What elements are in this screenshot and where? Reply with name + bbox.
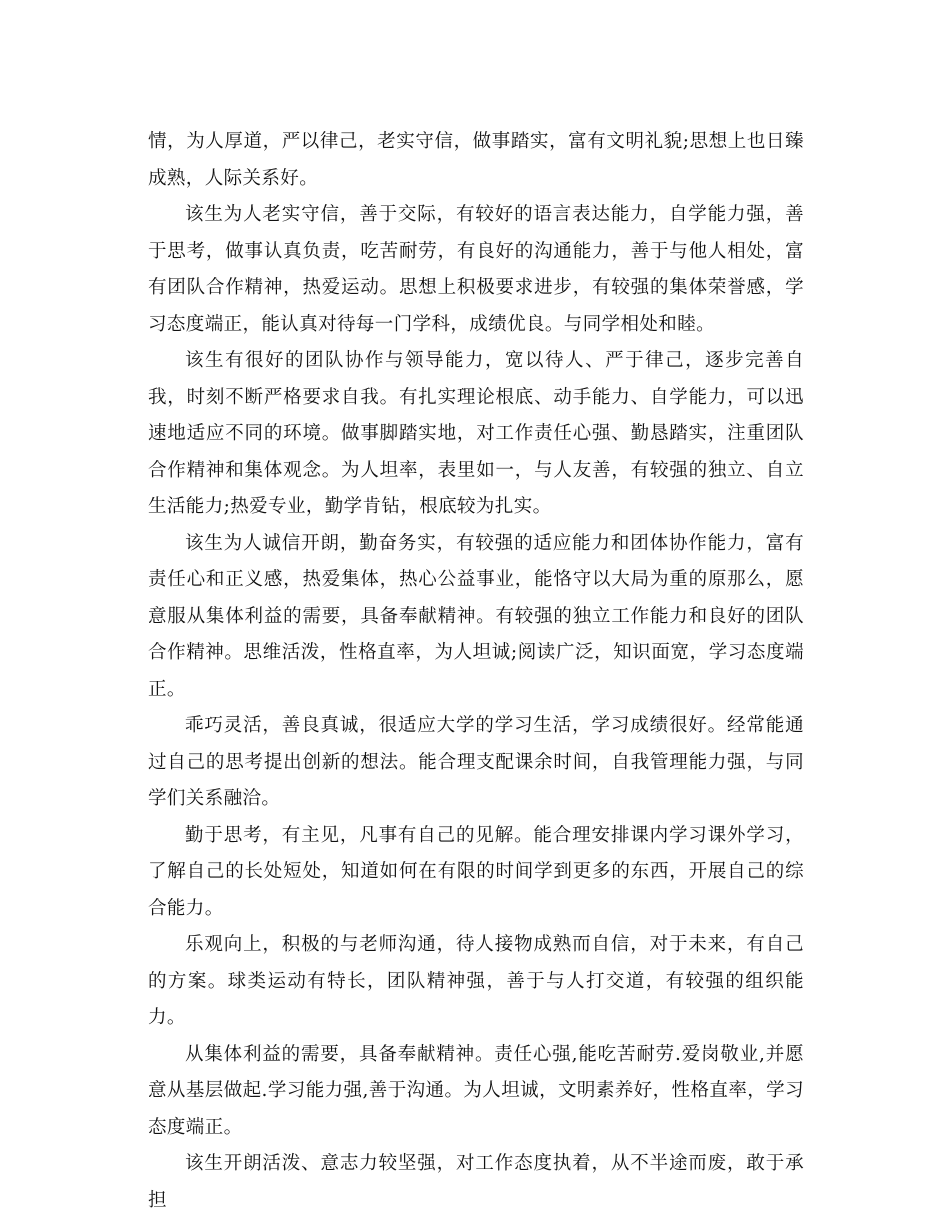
document-page	[148, 124, 804, 1219]
paragraph: 该生为人诚信开朗，勤奋务实，有较强的适应能力和团体协作能力，富有责任心和正义感，热爱集体，热心公益事业，能恪守以大局为重的原那么，愿意服从集体利益的需要，具备奉献精神。有较强的独立工作能力和良好的团队合作精神。思维活泼，性格直率，为人坦诚;阅读广泛，知识面宽，学习态度端正。	[148, 532, 804, 700]
paragraph: 乐观向上，积极的与老师沟通，待人接物成熟而自信，对于未来，有自己的方案。球类运动有特长，团队精神强，善于与人打交道，有较强的组织能力。	[148, 934, 804, 1028]
paragraph: 从集体利益的需要，具备奉献精神。责任心强,能吃苦耐劳.爱岗敬业,并愿意从基层做起.学习能力强,善于沟通。为人坦诚，文明素养好，性格直率，学习态度端正。	[148, 1043, 804, 1138]
paragraph: 该生有很好的团队协作与领导能力，宽以待人、严于律己，逐步完善自我，时刻不断严格要求自我。有扎实理论根底、动手能力、自学能力，可以迅速地适应不同的环境。做事脚踏实地，对工作责任心强、勤恳踏实，注重团队合作精神和集体观念。为人坦率，表里如一，与人友善，有较强的独立、自立生活能力;热爱专业，勤学肯钻，根底较为扎实。	[148, 350, 804, 517]
paragraph: 乖巧灵活，善良真诚，很适应大学的学习生活，学习成绩很好。经常能通过自己的思考提出创新的想法。能合理支配课余时间，自我管理能力强，与同学们关系融洽。	[148, 715, 804, 809]
paragraph: 该生为人老实守信，善于交际，有较好的语言表达能力，自学能力强，善于思考，做事认真负责，吃苦耐劳，有良好的沟通能力，善于与他人相处，富有团队合作精神，热爱运动。思想上积极要求进步，有较强的集体荣誉感，学习态度端正，能认真对待每一门学科，成绩优良。与同学相处和睦。	[148, 204, 804, 335]
paragraph: 该生开朗活泼、意志力较坚强，对工作态度执着，从不半途而废，敢于承担	[148, 1153, 804, 1211]
paragraph: 勤于思考，有主见，凡事有自己的见解。能合理安排课内学习课外学习，了解自己的长处短处，知道如何在有限的时间学到更多的东西，开展自己的综合能力。	[148, 824, 804, 919]
paragraph-continued: 情，为人厚道，严以律己，老实守信，做事踏实，富有文明礼貌;思想上也日臻成熟，人际关系好。	[148, 131, 804, 189]
